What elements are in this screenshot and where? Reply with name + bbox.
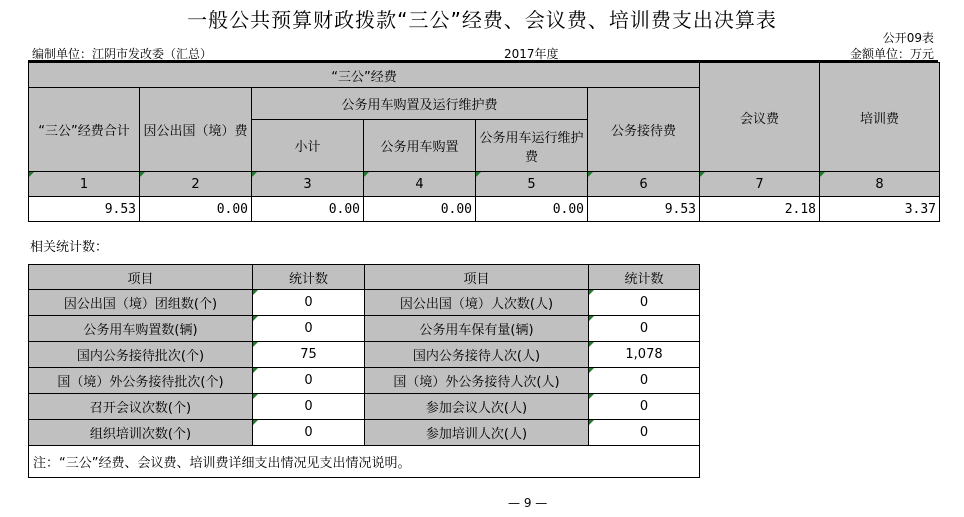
index-cell: 7 bbox=[700, 172, 820, 197]
value-vehicle-subtotal: 0.00 bbox=[252, 197, 364, 222]
header-reception-fee: 公务接待费 bbox=[588, 88, 700, 172]
stats-item-label: 组织培训次数(个) bbox=[29, 420, 253, 446]
page-number: — 9 — bbox=[508, 496, 548, 510]
stats-header-item: 项目 bbox=[365, 265, 589, 290]
stats-count: 0 bbox=[589, 290, 700, 316]
header-training-fee: 培训费 bbox=[820, 63, 940, 172]
stats-count: 0 bbox=[253, 394, 365, 420]
value-sangong-total: 9.53 bbox=[29, 197, 140, 222]
header-vehicle-purchase: 公务用车购置 bbox=[364, 120, 476, 172]
index-cell: 5 bbox=[476, 172, 588, 197]
header-meeting-fee: 会议费 bbox=[700, 63, 820, 172]
stats-item-label: 参加会议人次(人) bbox=[365, 394, 589, 420]
expenditure-table bbox=[28, 62, 940, 222]
stats-item-label: 国（境）外公务接待人次(人) bbox=[365, 368, 589, 394]
index-cell: 1 bbox=[29, 172, 140, 197]
index-cell: 3 bbox=[252, 172, 364, 197]
stats-row bbox=[29, 290, 700, 316]
stats-item-label: 国（境）外公务接待批次(个) bbox=[29, 368, 253, 394]
stats-row bbox=[29, 368, 700, 394]
stats-row bbox=[29, 316, 700, 342]
stats-header-item: 项目 bbox=[29, 265, 253, 290]
stats-count: 75 bbox=[253, 342, 365, 368]
stats-item-label: 国内公务接待人次(人) bbox=[365, 342, 589, 368]
stats-count: 0 bbox=[253, 290, 365, 316]
value-meeting-fee: 2.18 bbox=[700, 197, 820, 222]
index-cell: 2 bbox=[140, 172, 252, 197]
header-sangong-total: “三公”经费合计 bbox=[29, 88, 140, 172]
stats-section-label: 相关统计数： bbox=[30, 240, 109, 255]
stats-item-label: 参加培训人次(人) bbox=[365, 420, 589, 446]
stats-count: 0 bbox=[253, 368, 365, 394]
value-reception-fee: 9.53 bbox=[588, 197, 700, 222]
stats-count: 0 bbox=[589, 316, 700, 342]
year-label: 2017年度 bbox=[504, 47, 559, 61]
index-cell: 4 bbox=[364, 172, 476, 197]
value-training-fee: 3.37 bbox=[820, 197, 940, 222]
stats-header-count: 统计数 bbox=[253, 265, 365, 290]
stats-row bbox=[29, 342, 700, 368]
index-cell: 6 bbox=[588, 172, 700, 197]
stats-item-label: 因公出国（境）人次数(人) bbox=[365, 290, 589, 316]
page-title: 一般公共预算财政拨款“三公”经费、会议费、培训费支出决算表 bbox=[187, 8, 777, 32]
stats-item-label: 公务用车购置数(辆) bbox=[29, 316, 253, 342]
stats-count: 1,078 bbox=[589, 342, 700, 368]
value-vehicle-purchase: 0.00 bbox=[364, 197, 476, 222]
stats-item-label: 召开会议次数(个) bbox=[29, 394, 253, 420]
value-abroad-fee: 0.00 bbox=[140, 197, 252, 222]
stats-header-count: 统计数 bbox=[589, 265, 700, 290]
stats-count: 0 bbox=[253, 420, 365, 446]
stats-item-label: 公务用车保有量(辆) bbox=[365, 316, 589, 342]
index-cell: 8 bbox=[820, 172, 940, 197]
stats-item-label: 国内公务接待批次(个) bbox=[29, 342, 253, 368]
header-vehicle-subtotal: 小计 bbox=[252, 120, 364, 172]
stats-count: 0 bbox=[253, 316, 365, 342]
stats-note: 注：“三公”经费、会议费、培训费详细支出情况见支出情况说明。 bbox=[29, 446, 700, 478]
amount-unit-label: 金额单位：万元 bbox=[849, 47, 934, 61]
stats-table bbox=[28, 264, 700, 478]
stats-row bbox=[29, 420, 700, 446]
value-vehicle-operation: 0.00 bbox=[476, 197, 588, 222]
stats-count: 0 bbox=[589, 394, 700, 420]
header-vehicle-group: 公务用车购置及运行维护费 bbox=[252, 88, 588, 120]
stats-count: 0 bbox=[589, 368, 700, 394]
unit-label: 编制单位：江阴市发改委（汇总） bbox=[32, 47, 213, 61]
form-number: 公开09表 bbox=[882, 31, 934, 45]
stats-item-label: 因公出国（境）团组数(个) bbox=[29, 290, 253, 316]
stats-row bbox=[29, 394, 700, 420]
header-sangong-group: “三公”经费 bbox=[29, 63, 700, 88]
stats-count: 0 bbox=[589, 420, 700, 446]
header-vehicle-operation: 公务用车运行维护费 bbox=[476, 120, 588, 172]
header-abroad-fee: 因公出国（境）费 bbox=[140, 88, 252, 172]
